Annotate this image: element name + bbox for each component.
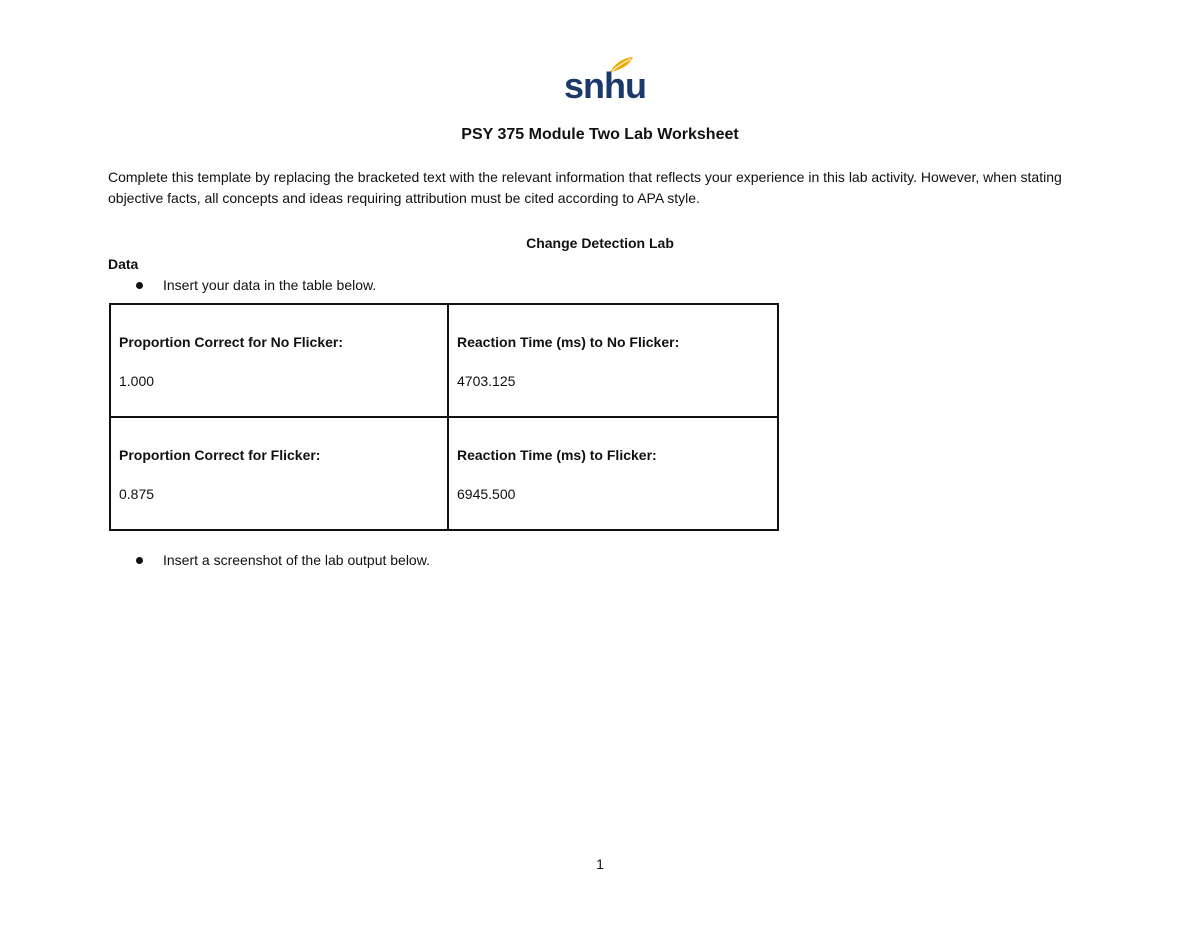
table-cell — [110, 417, 448, 530]
cell-label: Proportion Correct for No Flicker: — [119, 334, 344, 350]
table-row — [110, 417, 778, 530]
snhu-logo — [564, 56, 646, 106]
data-heading: Data — [108, 256, 139, 272]
table-cell — [448, 304, 778, 417]
list-item — [136, 275, 376, 295]
data-table — [109, 303, 779, 531]
page-number: 1 — [596, 856, 604, 872]
table-cell — [448, 417, 778, 530]
cell-value: 6945.500 — [457, 486, 516, 502]
cell-label: Reaction Time (ms) to No Flicker: — [457, 334, 680, 350]
section-title: Change Detection Lab — [526, 235, 674, 251]
list-item — [136, 550, 430, 570]
page-title: PSY 375 Module Two Lab Worksheet — [461, 126, 739, 143]
table-row — [110, 304, 778, 417]
logo-wordmark: snhu — [564, 65, 646, 106]
bullet-icon — [136, 282, 143, 289]
cell-value: 0.875 — [119, 486, 155, 502]
cell-label: Proportion Correct for Flicker: — [119, 447, 321, 463]
cell-value: 4703.125 — [457, 373, 516, 389]
bullet-text: Insert your data in the table below. — [163, 277, 377, 293]
cell-label: Reaction Time (ms) to Flicker: — [457, 447, 657, 463]
cell-value: 1.000 — [119, 373, 155, 389]
bullet-icon — [136, 557, 143, 564]
bullet-text: Insert a screenshot of the lab output below. — [163, 552, 430, 568]
intro-paragraph: Complete this template by replacing the bracketed text with the relevant information that reflects your experience in this lab activity. However, when stating objective facts, all concepts and ideas requiring attribution must be cited according to APA style. — [108, 169, 1062, 206]
table-cell — [110, 304, 448, 417]
